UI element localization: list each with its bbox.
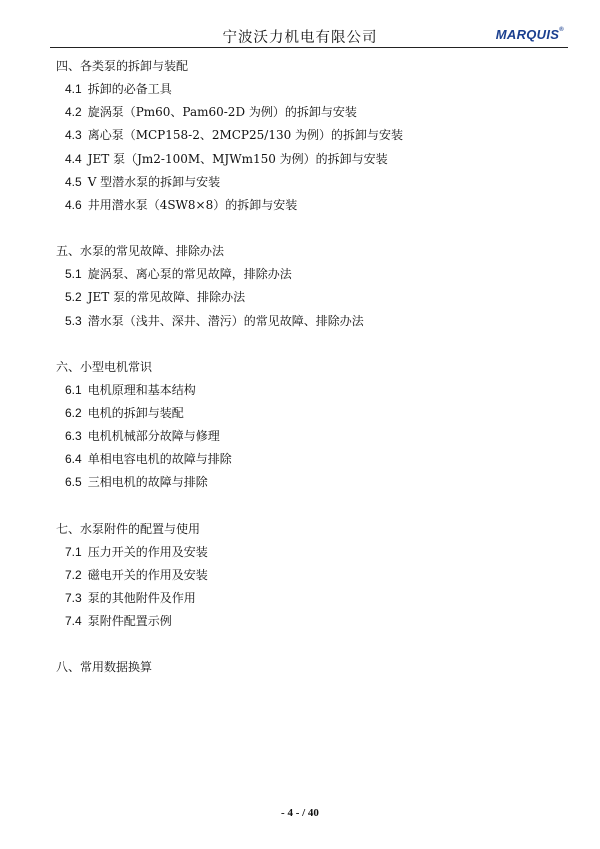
- entry-number: 7.4: [65, 614, 82, 629]
- toc-entry: [56, 379, 576, 402]
- entry-number: 4.5: [65, 174, 82, 189]
- marquis-logo: [496, 27, 564, 42]
- entry-title: 潜水泵（浅井、深井、潜污）的常见故障、排除办法: [87, 313, 364, 328]
- toc-entry: [56, 286, 576, 309]
- toc-entry: [56, 124, 576, 147]
- header-divider: [50, 47, 568, 48]
- entry-number: 5.1: [65, 267, 82, 282]
- toc-entry: [56, 425, 576, 448]
- entry-number: 6.4: [65, 452, 82, 467]
- company-name: 宁波沃力机电有限公司: [222, 30, 378, 46]
- section-heading: 五、水泵的常见故障、排除办法: [56, 244, 225, 259]
- entry-number: 7.1: [65, 544, 82, 559]
- entry-number: 4.4: [65, 151, 82, 166]
- toc-entry: [56, 171, 576, 194]
- entry-number: 5.3: [65, 313, 82, 328]
- toc-entry: [56, 263, 576, 286]
- entry-title: 泵的其他附件及作用: [87, 591, 196, 605]
- entry-title: 离心泵（MCP158-2、2MCP25/130 为例）的拆卸与安装: [87, 128, 404, 143]
- entry-number: 4.1: [65, 82, 82, 96]
- toc-entry: [56, 610, 576, 633]
- entry-number: 6.2: [65, 405, 82, 420]
- entry-title: JET 泵的常见故障、排除办法: [87, 290, 246, 305]
- toc-entry: [56, 564, 576, 587]
- table-of-contents: [56, 55, 576, 702]
- entry-number: 7.3: [65, 591, 82, 605]
- toc-entry: [56, 194, 576, 217]
- entry-title: 拆卸的必备工具: [87, 82, 172, 96]
- page-number: - 4 - / 40: [281, 807, 319, 819]
- toc-entry: [56, 471, 576, 494]
- entry-title: 三相电机的故障与排除: [87, 475, 208, 490]
- entry-number: 6.1: [65, 382, 82, 397]
- entry-title: 井用潜水泵（4SW8×8）的拆卸与安装: [87, 197, 298, 212]
- toc-section: [56, 55, 576, 217]
- entry-title: V 型潜水泵的拆卸与安装: [87, 174, 221, 189]
- entry-number: 6.3: [65, 429, 82, 444]
- logo-text: MARQUIS: [495, 27, 560, 42]
- toc-entry: [56, 148, 576, 171]
- toc-section: [56, 518, 576, 634]
- entry-title: 单相电容电机的故障与排除: [87, 452, 232, 467]
- entry-title: 旋涡泵、离心泵的常见故障，排除办法: [87, 267, 292, 282]
- toc-entry: [56, 541, 576, 564]
- section-heading: 八、常用数据换算: [56, 660, 153, 675]
- entry-number: 6.5: [65, 475, 82, 490]
- entry-title: 电机机械部分故障与修理: [87, 429, 220, 444]
- section-heading: 七、水泵附件的配置与使用: [56, 521, 201, 536]
- toc-entry: [56, 78, 576, 101]
- toc-entry: [56, 101, 576, 124]
- registered-mark: ®: [559, 27, 564, 33]
- entry-number: 7.2: [65, 567, 82, 582]
- section-heading: 四、各类泵的拆卸与装配: [56, 59, 189, 73]
- entry-number: 4.6: [65, 197, 82, 212]
- entry-title: JET 泵（Jm2-100M、MJWm150 为例）的拆卸与安装: [87, 151, 388, 166]
- entry-title: 电机原理和基本结构: [87, 382, 196, 397]
- toc-entry: [56, 402, 576, 425]
- toc-section: [56, 240, 576, 333]
- entry-title: 磁电开关的作用及安装: [87, 567, 208, 582]
- section-heading: 六、小型电机常识: [56, 359, 153, 374]
- toc-entry: [56, 310, 576, 333]
- toc-section: [56, 656, 576, 679]
- entry-number: 4.2: [65, 105, 82, 120]
- toc-section: [56, 356, 576, 495]
- toc-entry: [56, 448, 576, 471]
- entry-title: 压力开关的作用及安装: [87, 544, 208, 559]
- entry-title: 电机的拆卸与装配: [87, 405, 184, 420]
- entry-number: 5.2: [65, 290, 82, 305]
- entry-title: 泵附件配置示例: [87, 614, 172, 629]
- toc-entry: [56, 587, 576, 610]
- entry-title: 旋涡泵（Pm60、Pam60-2D 为例）的拆卸与安装: [87, 105, 357, 120]
- entry-number: 4.3: [65, 128, 82, 143]
